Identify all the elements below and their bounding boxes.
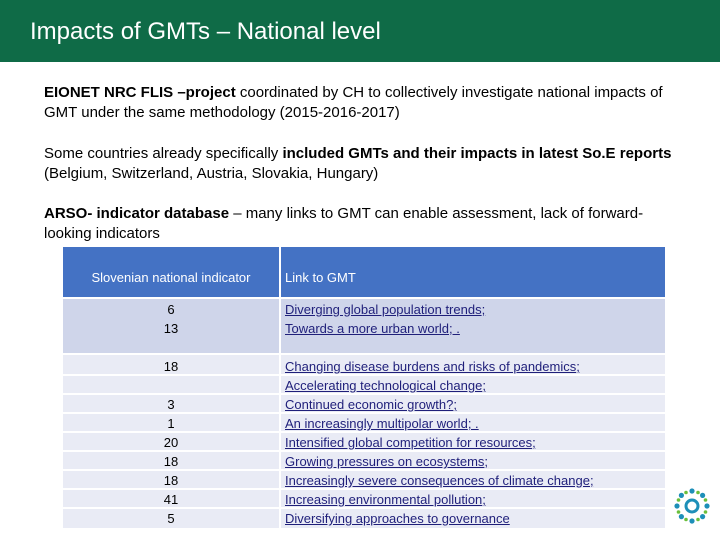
gmt-link[interactable]: Continued economic growth?; <box>285 397 458 412</box>
table-cell-link-group-2 <box>281 355 665 528</box>
gmt-link[interactable]: Changing disease burdens and risks of pandemics; <box>285 359 580 374</box>
table-indicator-value: 13 <box>163 321 179 336</box>
paragraph-arso-text: – many links to GMT can enable assessment, lack of forward-looking indicators <box>44 205 644 242</box>
gmt-link[interactable]: Increasingly severe consequences of climate change; <box>285 473 594 488</box>
table-indicator-value: 18 <box>163 359 179 374</box>
paragraph-eionet-text: coordinated by CH to collectively investigate national impacts of GMT under the same methodology (2015-2016-2017) <box>44 84 663 121</box>
table-indicator-value: 41 <box>163 492 179 507</box>
gmt-link[interactable]: Accelerating technological change; <box>285 378 486 393</box>
gmt-link[interactable]: Towards a more urban world; . <box>285 321 460 336</box>
table-indicator-value: 1 <box>167 416 175 431</box>
table-indicator-value: 6 <box>167 302 175 317</box>
paragraph-countries-text-b: (Belgium, Switzerland, Austria, Slovakia, Hungary) <box>44 165 379 182</box>
gmt-link[interactable]: Diverging global population trends; <box>285 302 486 317</box>
slide-title: Impacts of GMTs – National level <box>30 18 381 45</box>
gmt-link[interactable]: An increasingly multipolar world; . <box>285 416 479 431</box>
paragraph-countries-bold: included GMTs and their impacts in latest So.E reports <box>282 145 672 162</box>
gmt-link[interactable]: Intensified global competition for resources; <box>285 435 536 450</box>
gmt-link[interactable]: Diversifying approaches to governance <box>285 511 510 526</box>
paragraph-eionet <box>44 83 684 123</box>
table-indicator-value: 18 <box>163 454 179 469</box>
table-header-link: Link to GMT <box>281 247 665 297</box>
table-header-indicator: Slovenian national indicator <box>63 247 279 297</box>
paragraph-eionet-bold: EIONET NRC FLIS –project <box>44 84 236 101</box>
table-indicator-value: 3 <box>167 397 175 412</box>
gmt-table <box>63 247 665 528</box>
table-indicator-value: 20 <box>163 435 179 450</box>
paragraph-countries <box>44 144 684 184</box>
table-cell-indicator-group-1 <box>63 299 279 353</box>
slide-header <box>0 0 720 62</box>
table-indicator-value: 18 <box>163 473 179 488</box>
gmt-link[interactable]: Increasing environmental pollution; <box>285 492 486 507</box>
table-cell-link-group-1 <box>281 299 665 353</box>
paragraph-countries-text-a: Some countries already specifically <box>44 145 283 162</box>
gmt-link[interactable]: Growing pressures on ecosystems; <box>285 454 489 469</box>
paragraph-arso-bold: ARSO- indicator database <box>44 205 230 222</box>
table-cell-indicator-group-2 <box>63 355 279 528</box>
eea-logo-icon <box>672 486 712 526</box>
table-indicator-value: 5 <box>167 511 175 526</box>
paragraph-arso <box>44 204 684 244</box>
